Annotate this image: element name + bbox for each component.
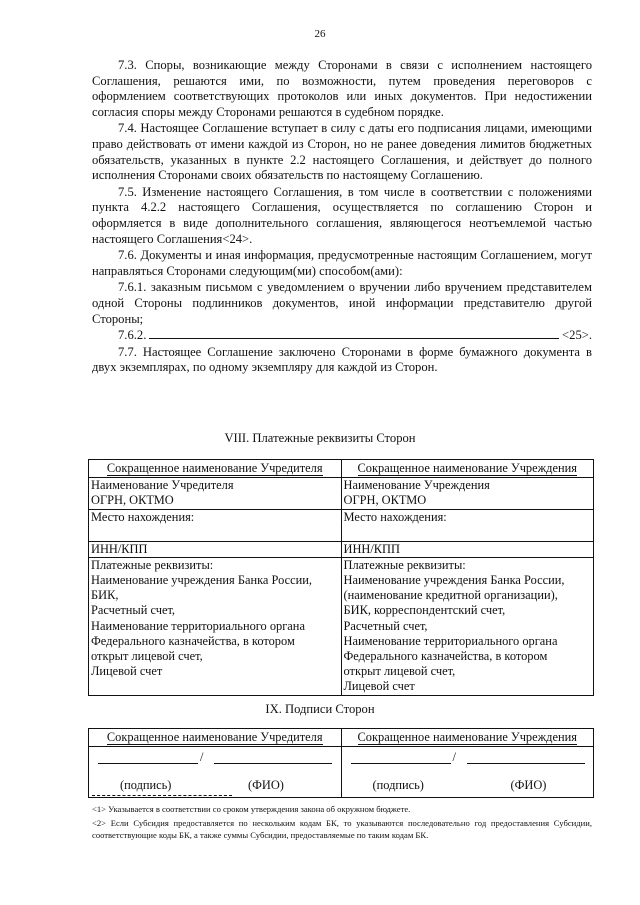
paragraph-7-6-2-label: 7.6.2.: [118, 328, 147, 343]
table-header-row: [89, 460, 594, 478]
institution-inn-cell: ИНН/КПП: [341, 541, 594, 557]
institution-payment-cell: Платежные реквизиты: Наименование учреждения Банка России, (наименование кредитной организации), БИК, корреспондентский счет, Расчетный счет, Наименование территориального органа Федерального казначейства, в котором открыт лицевой счет, Лицевой счет: [341, 557, 594, 695]
table-row: [89, 478, 594, 509]
institution-header: Сокращенное наименование Учреждения: [341, 729, 594, 747]
table-row: [89, 747, 594, 798]
paragraph-7-4: 7.4. Настоящее Соглашение вступает в силу с даты его подписания лицами, имеющими право действовать от имени каждой из Сторон, но не ранее доведения лимитов бюджетных обязательств, указанных в пункте 2.2 настоящего Соглашения, и действует до полного исполнения Сторонами своих обязательств по настоящему Соглашению.: [92, 121, 592, 183]
table-row: [89, 557, 594, 695]
paragraph-7-3: 7.3. Споры, возникающие между Сторонами в связи с исполнением настоящего Соглашения, решаются ими, по возможности, путем проведения переговоров с оформлением соответствующих протоколов или иных документов. При недостижении согласия споры между Сторонами решаются в судебном порядке.: [92, 58, 592, 119]
footnote-ref-25: <25>.: [562, 328, 592, 343]
signature-line: [351, 762, 451, 764]
signatures-table: [88, 728, 594, 798]
blank-line: [149, 337, 559, 339]
institution-location-cell: Место нахождения:: [341, 509, 594, 541]
section-8-title: VIII. Платежные реквизиты Сторон: [224, 431, 416, 445]
footnote-1: <1> Указывается в соответствии со сроком утверждения закона об окружном бюджете.: [92, 804, 411, 814]
founder-location-cell: Место нахождения:: [89, 509, 342, 541]
footnote-2: <2> Если Субсидия предоставляется по нескольким кодам БК, то указываются последовательно год предоставления Субсидии, соответствующие коды БК, а также суммы Субсидии, предоставляемые по таким кодам БК.: [92, 818, 592, 841]
agreement-text: [92, 58, 592, 376]
name-line: [214, 762, 332, 764]
paragraph-7-6-1: 7.6.1. заказным письмом с уведомлением о вручении либо вручением представителем одной Стороны подлинников документов, иной информации представителю другой Стороны;: [92, 280, 592, 326]
paragraph-7-7: 7.7. Настоящее Соглашение заключено Сторонами в форме бумажного документа в двух экземплярах, по одному экземпляру для каждой из Сторон.: [92, 344, 592, 375]
paragraph-7-6-2: [92, 328, 592, 344]
name-label: (ФИО): [248, 778, 284, 792]
institution-name-cell: Наименование Учреждения ОГРН, ОКТМО: [341, 478, 594, 509]
table-header-row: [89, 729, 594, 747]
footnote-separator: [92, 795, 232, 796]
founder-signature-cell: [89, 747, 342, 798]
paragraph-7-6: 7.6. Документы и иная информация, предусмотренные настоящим Соглашением, могут направляться Сторонами следующим(ми) способом(ами):: [92, 248, 592, 278]
signature-label: (подпись): [372, 778, 424, 792]
table-row: [89, 541, 594, 557]
founder-name-cell: Наименование Учредителя ОГРН, ОКТМО: [89, 478, 342, 509]
section-9-title: IX. Подписи Сторон: [265, 702, 375, 716]
signature-label: (подпись): [120, 778, 172, 792]
table-row: [89, 509, 594, 541]
founder-header: Сокращенное наименование Учредителя: [89, 460, 342, 478]
signature-line: [98, 762, 198, 764]
slash-separator: /: [200, 750, 204, 764]
paragraph-7-5: 7.5. Изменение настоящего Соглашения, в том числе в соответствии с положениями пункта 4.2.2 настоящего Соглашения, осуществляется по соглашению Сторон и оформляется в виде дополнительного соглашения, являющегося неотъемлемой частью настоящего Соглашения<24>.: [92, 184, 592, 246]
institution-signature-cell: [341, 747, 594, 798]
founder-payment-cell: Платежные реквизиты: Наименование учреждения Банка России, БИК, Расчетный счет, Наименование территориального органа Федерального казначейства, в котором открыт лицевой счет, Лицевой счет: [89, 557, 342, 695]
footnotes: [92, 803, 592, 844]
slash-separator: /: [452, 750, 456, 764]
page-number: 26: [314, 28, 326, 40]
payment-details-table: [88, 459, 594, 696]
name-label: (ФИО): [510, 778, 547, 792]
founder-header: Сокращенное наименование Учредителя: [89, 729, 342, 747]
institution-header: Сокращенное наименование Учреждения: [341, 460, 594, 478]
name-line: [467, 762, 585, 764]
founder-inn-cell: ИНН/КПП: [89, 541, 342, 557]
